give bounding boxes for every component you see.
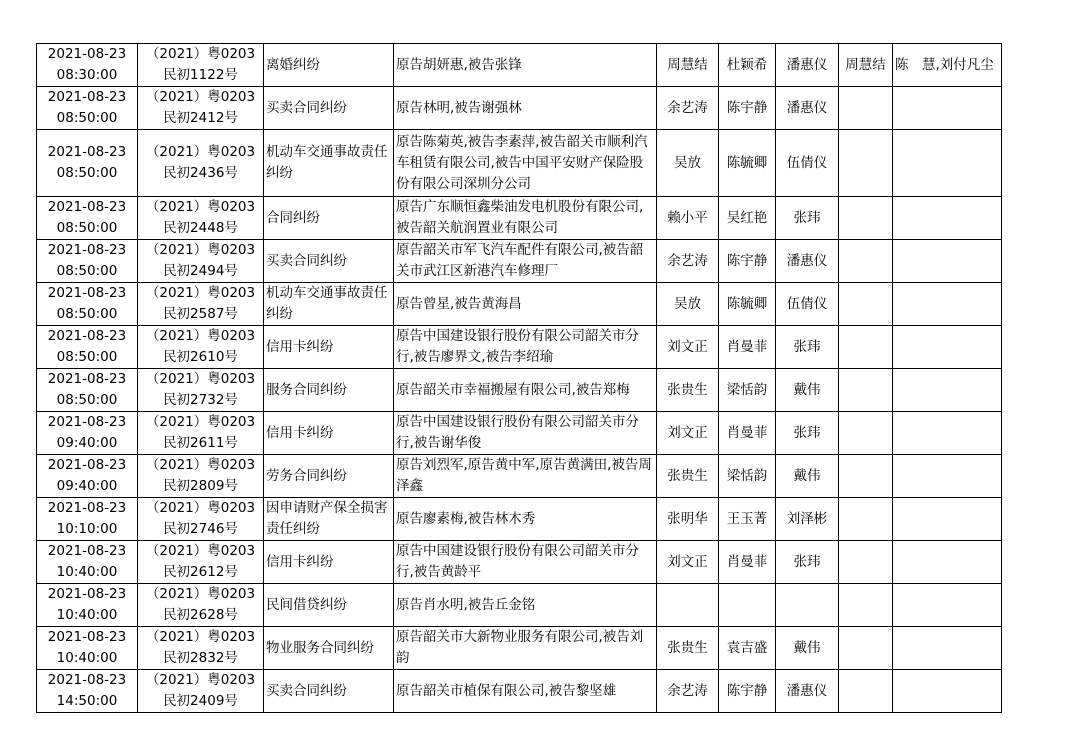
hearing-datetime-cell	[37, 541, 138, 584]
table-row	[37, 369, 1002, 412]
table-row	[37, 130, 1002, 197]
extra-members-cell	[893, 670, 1002, 713]
presiding-judge-cell: 余艺涛	[657, 87, 719, 130]
presiding-judge-cell: 张贵生	[657, 369, 719, 412]
parties-cell: 原告曾星,被告黄海昌	[394, 283, 657, 326]
hearing-datetime-cell	[37, 412, 138, 455]
table-row	[37, 541, 1002, 584]
clerk-cell	[776, 584, 839, 627]
case-number-prefix: （2021）粤0203	[145, 629, 256, 645]
table-row	[37, 627, 1002, 670]
clerk-cell: 张玮	[776, 541, 839, 584]
hearing-time: 09:40:00	[56, 435, 118, 451]
extra-judge-cell	[839, 130, 893, 197]
hearing-time: 10:40:00	[56, 650, 118, 666]
case-cause-cell: 买卖合同纠纷	[264, 240, 394, 283]
hearing-date: 2021-08-23	[47, 586, 127, 602]
extra-members-cell	[893, 455, 1002, 498]
case-number-suffix: 民初2436号	[163, 165, 238, 181]
presiding-judge-cell: 刘文正	[657, 541, 719, 584]
hearing-date: 2021-08-23	[47, 371, 127, 387]
hearing-time: 08:50:00	[56, 392, 118, 408]
case-cause-cell: 服务合同纠纷	[264, 369, 394, 412]
case-number-cell	[138, 412, 264, 455]
hearing-date: 2021-08-23	[47, 144, 127, 160]
case-number-cell	[138, 369, 264, 412]
hearing-datetime-cell	[37, 130, 138, 197]
case-cause-cell: 离婚纠纷	[264, 44, 394, 87]
hearing-schedule-table	[36, 43, 1002, 713]
parties-cell: 原告韶关市植保有限公司,被告黎坚雄	[394, 670, 657, 713]
extra-members-cell	[893, 326, 1002, 369]
extra-judge-cell	[839, 326, 893, 369]
presiding-judge-cell: 张贵生	[657, 627, 719, 670]
extra-judge-cell	[839, 498, 893, 541]
hearing-datetime-cell	[37, 670, 138, 713]
panel-member-cell: 肖曼菲	[719, 541, 776, 584]
hearing-time: 10:10:00	[56, 521, 118, 537]
case-number-suffix: 民初2612号	[163, 564, 238, 580]
parties-cell: 原告林明,被告谢强林	[394, 87, 657, 130]
case-number-cell	[138, 541, 264, 584]
hearing-datetime-cell	[37, 627, 138, 670]
hearing-datetime-cell	[37, 44, 138, 87]
hearing-date: 2021-08-23	[47, 629, 127, 645]
extra-members-cell	[893, 197, 1002, 240]
panel-member-cell: 袁吉盛	[719, 627, 776, 670]
case-number-suffix: 民初2611号	[163, 435, 238, 451]
hearing-time: 08:50:00	[56, 349, 118, 365]
case-number-suffix: 民初2448号	[163, 220, 238, 236]
presiding-judge-cell: 吴放	[657, 130, 719, 197]
case-number-cell	[138, 240, 264, 283]
panel-member-cell: 吴红艳	[719, 197, 776, 240]
table-row	[37, 455, 1002, 498]
parties-cell: 原告中国建设银行股份有限公司韶关市分行,被告廖界文,被告李绍瑜	[394, 326, 657, 369]
case-number-suffix: 民初2832号	[163, 650, 238, 666]
hearing-datetime-cell	[37, 240, 138, 283]
case-number-prefix: （2021）粤0203	[145, 414, 256, 430]
case-number-prefix: （2021）粤0203	[145, 371, 256, 387]
parties-cell: 原告肖水明,被告丘金铭	[394, 584, 657, 627]
parties-cell: 原告廖素梅,被告林木秀	[394, 498, 657, 541]
panel-member-cell: 肖曼菲	[719, 326, 776, 369]
hearing-date: 2021-08-23	[47, 199, 127, 215]
case-cause-cell: 信用卡纠纷	[264, 412, 394, 455]
parties-cell: 原告广东顺恒鑫柴油发电机股份有限公司,被告韶关航润置业有限公司	[394, 197, 657, 240]
clerk-cell: 伍倩仪	[776, 283, 839, 326]
hearing-time: 08:50:00	[56, 165, 118, 181]
table-row	[37, 584, 1002, 627]
hearing-date: 2021-08-23	[47, 457, 127, 473]
table-row	[37, 498, 1002, 541]
case-cause-cell: 民间借贷纠纷	[264, 584, 394, 627]
case-number-prefix: （2021）粤0203	[145, 586, 256, 602]
hearing-datetime-cell	[37, 369, 138, 412]
hearing-time: 14:50:00	[56, 693, 118, 709]
presiding-judge-cell: 赖小平	[657, 197, 719, 240]
case-number-prefix: （2021）粤0203	[145, 457, 256, 473]
presiding-judge-cell	[657, 584, 719, 627]
hearing-date: 2021-08-23	[47, 242, 127, 258]
case-cause-cell: 买卖合同纠纷	[264, 87, 394, 130]
case-number-cell	[138, 87, 264, 130]
clerk-cell: 张玮	[776, 197, 839, 240]
table-row	[37, 87, 1002, 130]
case-number-cell	[138, 627, 264, 670]
clerk-cell: 戴伟	[776, 369, 839, 412]
panel-member-cell: 陈毓卿	[719, 130, 776, 197]
case-number-cell	[138, 326, 264, 369]
panel-member-cell: 肖曼菲	[719, 412, 776, 455]
hearing-datetime-cell	[37, 283, 138, 326]
case-number-cell	[138, 584, 264, 627]
panel-member-cell: 陈宇静	[719, 87, 776, 130]
hearing-time: 08:50:00	[56, 220, 118, 236]
extra-members-cell	[893, 240, 1002, 283]
clerk-cell: 戴伟	[776, 455, 839, 498]
hearing-datetime-cell	[37, 498, 138, 541]
case-cause-cell: 因申请财产保全损害责任纠纷	[264, 498, 394, 541]
presiding-judge-cell: 刘文正	[657, 412, 719, 455]
hearing-datetime-cell	[37, 455, 138, 498]
parties-cell: 原告韶关市幸福搬屋有限公司,被告郑梅	[394, 369, 657, 412]
panel-member-cell: 陈宇静	[719, 240, 776, 283]
extra-judge-cell	[839, 369, 893, 412]
case-number-suffix: 民初2732号	[163, 392, 238, 408]
case-number-prefix: （2021）粤0203	[145, 144, 256, 160]
extra-members-cell	[893, 412, 1002, 455]
extra-judge-cell	[839, 197, 893, 240]
table-row	[37, 240, 1002, 283]
presiding-judge-cell: 周慧结	[657, 44, 719, 87]
case-number-suffix: 民初2494号	[163, 263, 238, 279]
case-number-suffix: 民初2409号	[163, 693, 238, 709]
hearing-datetime-cell	[37, 584, 138, 627]
table-row	[37, 283, 1002, 326]
extra-judge-cell	[839, 412, 893, 455]
case-number-suffix: 民初2809号	[163, 478, 238, 494]
presiding-judge-cell: 余艺涛	[657, 240, 719, 283]
parties-cell: 原告韶关市军飞汽车配件有限公司,被告韶关市武江区新港汽车修理厂	[394, 240, 657, 283]
clerk-cell: 刘泽彬	[776, 498, 839, 541]
hearing-datetime-cell	[37, 197, 138, 240]
clerk-cell: 伍倩仪	[776, 130, 839, 197]
table-row	[37, 326, 1002, 369]
case-number-cell	[138, 197, 264, 240]
hearing-date: 2021-08-23	[47, 46, 127, 62]
case-cause-cell: 劳务合同纠纷	[264, 455, 394, 498]
parties-cell: 原告中国建设银行股份有限公司韶关市分行,被告黄龄平	[394, 541, 657, 584]
table-row	[37, 412, 1002, 455]
extra-judge-cell	[839, 87, 893, 130]
extra-members-cell	[893, 498, 1002, 541]
case-number-prefix: （2021）粤0203	[145, 242, 256, 258]
extra-members-cell	[893, 283, 1002, 326]
extra-judge-cell	[839, 627, 893, 670]
hearing-date: 2021-08-23	[47, 500, 127, 516]
panel-member-cell: 梁恬韵	[719, 455, 776, 498]
parties-cell: 原告陈菊英,被告李素萍,被告韶关市顺利汽车租赁有限公司,被告中国平安财产保险股份有限公司深圳分公司	[394, 130, 657, 197]
case-number-cell	[138, 44, 264, 87]
clerk-cell: 潘惠仪	[776, 87, 839, 130]
case-number-prefix: （2021）粤0203	[145, 328, 256, 344]
clerk-cell: 张玮	[776, 326, 839, 369]
parties-cell: 原告刘烈军,原告黄中军,原告黄满田,被告周泽鑫	[394, 455, 657, 498]
hearing-date: 2021-08-23	[47, 414, 127, 430]
presiding-judge-cell: 吴放	[657, 283, 719, 326]
presiding-judge-cell: 张明华	[657, 498, 719, 541]
schedule-body	[37, 44, 1002, 713]
clerk-cell: 潘惠仪	[776, 240, 839, 283]
case-cause-cell: 物业服务合同纠纷	[264, 627, 394, 670]
case-number-suffix: 民初2746号	[163, 521, 238, 537]
case-number-suffix: 民初1122号	[163, 67, 238, 83]
case-cause-cell: 机动车交通事故责任纠纷	[264, 283, 394, 326]
extra-members-cell	[893, 130, 1002, 197]
case-number-prefix: （2021）粤0203	[145, 285, 256, 301]
hearing-time: 10:40:00	[56, 564, 118, 580]
extra-members-cell	[893, 369, 1002, 412]
panel-member-cell: 陈宇静	[719, 670, 776, 713]
case-number-prefix: （2021）粤0203	[145, 672, 256, 688]
case-number-cell	[138, 455, 264, 498]
case-cause-cell: 合同纠纷	[264, 197, 394, 240]
case-cause-cell: 机动车交通事故责任纠纷	[264, 130, 394, 197]
hearing-time: 08:50:00	[56, 306, 118, 322]
case-number-prefix: （2021）粤0203	[145, 543, 256, 559]
hearing-date: 2021-08-23	[47, 328, 127, 344]
panel-member-cell: 梁恬韵	[719, 369, 776, 412]
extra-judge-cell	[839, 541, 893, 584]
panel-member-cell: 杜颖希	[719, 44, 776, 87]
table-row	[37, 44, 1002, 87]
case-number-suffix: 民初2628号	[163, 607, 238, 623]
hearing-date: 2021-08-23	[47, 543, 127, 559]
case-cause-cell: 买卖合同纠纷	[264, 670, 394, 713]
parties-cell: 原告韶关市大新物业服务有限公司,被告刘韵	[394, 627, 657, 670]
parties-cell: 原告中国建设银行股份有限公司韶关市分行,被告谢华俊	[394, 412, 657, 455]
presiding-judge-cell: 张贵生	[657, 455, 719, 498]
clerk-cell: 张玮	[776, 412, 839, 455]
panel-member-cell: 王玉菁	[719, 498, 776, 541]
case-number-suffix: 民初2587号	[163, 306, 238, 322]
table-row	[37, 197, 1002, 240]
case-cause-cell: 信用卡纠纷	[264, 326, 394, 369]
presiding-judge-cell: 余艺涛	[657, 670, 719, 713]
hearing-time: 08:30:00	[56, 67, 118, 83]
case-number-prefix: （2021）粤0203	[145, 199, 256, 215]
case-number-cell	[138, 130, 264, 197]
case-number-prefix: （2021）粤0203	[145, 89, 256, 105]
hearing-date: 2021-08-23	[47, 672, 127, 688]
presiding-judge-cell: 刘文正	[657, 326, 719, 369]
extra-members-cell	[893, 627, 1002, 670]
case-number-prefix: （2021）粤0203	[145, 46, 256, 62]
hearing-time: 08:50:00	[56, 110, 118, 126]
clerk-cell: 潘惠仪	[776, 670, 839, 713]
clerk-cell: 潘惠仪	[776, 44, 839, 87]
hearing-datetime-cell	[37, 326, 138, 369]
extra-members-cell	[893, 87, 1002, 130]
hearing-datetime-cell	[37, 87, 138, 130]
extra-judge-cell	[839, 670, 893, 713]
hearing-date: 2021-08-23	[47, 89, 127, 105]
extra-members-cell	[893, 541, 1002, 584]
extra-members-cell: 陈 慧,刘付凡尘	[893, 44, 1002, 87]
case-number-suffix: 民初2412号	[163, 110, 238, 126]
extra-members-cell	[893, 584, 1002, 627]
table-row	[37, 670, 1002, 713]
extra-judge-cell	[839, 455, 893, 498]
parties-cell: 原告胡妍惠,被告张锋	[394, 44, 657, 87]
case-number-cell	[138, 498, 264, 541]
case-cause-cell: 信用卡纠纷	[264, 541, 394, 584]
case-number-cell	[138, 283, 264, 326]
case-number-suffix: 民初2610号	[163, 349, 238, 365]
extra-judge-cell	[839, 584, 893, 627]
hearing-date: 2021-08-23	[47, 285, 127, 301]
extra-judge-cell	[839, 283, 893, 326]
clerk-cell: 戴伟	[776, 627, 839, 670]
extra-judge-cell	[839, 240, 893, 283]
panel-member-cell: 陈毓卿	[719, 283, 776, 326]
panel-member-cell	[719, 584, 776, 627]
case-number-prefix: （2021）粤0203	[145, 500, 256, 516]
hearing-time: 08:50:00	[56, 263, 118, 279]
case-number-cell	[138, 670, 264, 713]
extra-judge-cell: 周慧结	[839, 44, 893, 87]
hearing-time: 09:40:00	[56, 478, 118, 494]
hearing-time: 10:40:00	[56, 607, 118, 623]
